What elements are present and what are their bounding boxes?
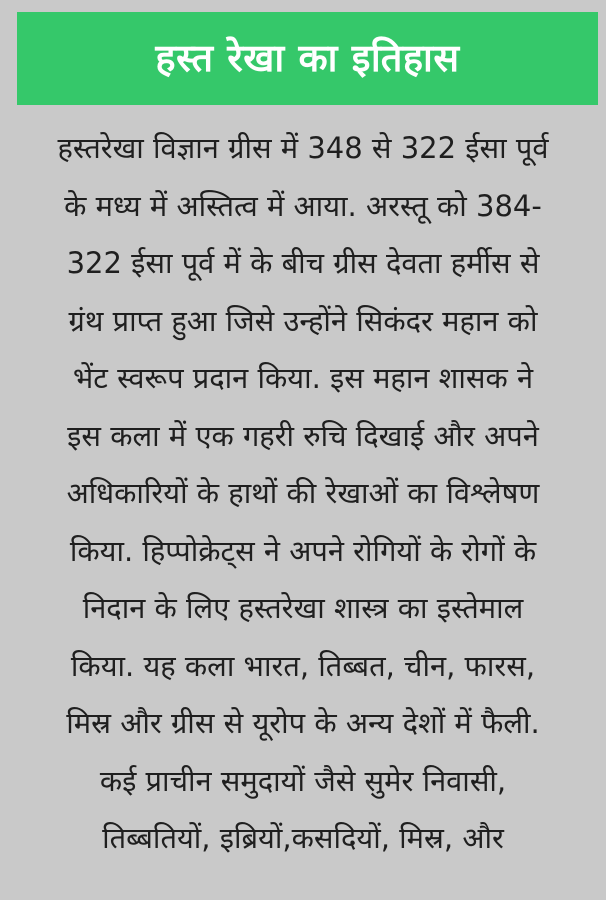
article-line-10: किया. यह कला भारत, तिब्बत, चीन, फारस, <box>70 648 536 683</box>
article-line-1: हस्तरेखा विज्ञान ग्रीस में 348 से 322 ईसा पूर्व <box>57 131 549 165</box>
page-title: हस्त रेखा का इतिहास <box>155 35 460 80</box>
title-banner <box>17 12 598 105</box>
article-line-3: 322 ईसा पूर्व में के बीच ग्रीस देवता हर्मीस से <box>66 246 540 280</box>
article-body <box>0 120 606 868</box>
article-line-12: कई प्राचीन समुदायों जैसे सुमेर निवासी, <box>99 763 507 798</box>
article-line-7: अधिकारियों के हाथों की रेखाओं का विश्लेषण <box>66 476 540 510</box>
article-line-4: ग्रंथ प्राप्त हुआ जिसे उन्होंने सिकंदर महान को <box>68 303 538 338</box>
article-line-2: के मध्य में अस्तित्व में आया. अरस्तू को 384- <box>64 188 542 223</box>
article-line-6: इस कला में एक गहरी रुचि दिखाई और अपने <box>67 418 539 453</box>
article-line-9: निदान के लिए हस्तरेखा शास्त्र का इस्तेमाल <box>82 591 524 625</box>
article-line-8: किया. हिप्पोक्रेट्स ने अपने रोगियों के रोगों के <box>69 533 537 568</box>
article-line-13: तिब्बतियों, इब्रियों,कसदियों, मिस्र, और <box>102 821 504 855</box>
article-line-5: भेंट स्वरूप प्रदान किया. इस महान शासक ने <box>72 361 534 395</box>
article-line-11: मिस्र और ग्रीस से यूरोप के अन्य देशों में फैली. <box>66 706 540 740</box>
